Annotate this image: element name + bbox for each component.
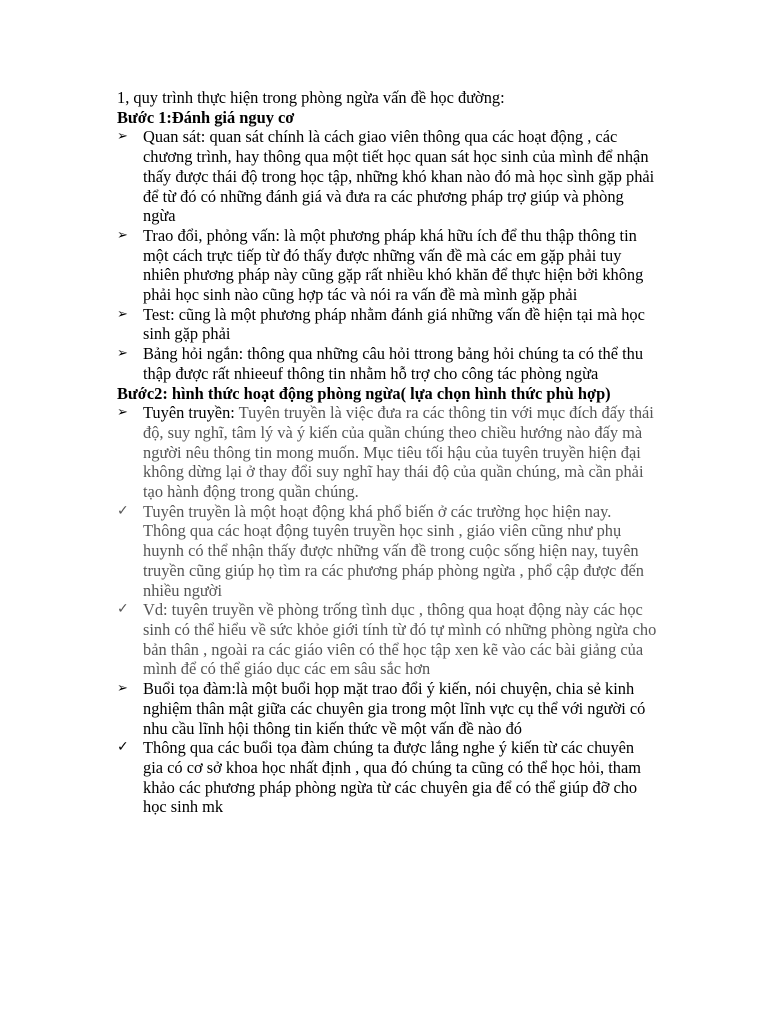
document-body bbox=[117, 88, 657, 817]
list-item bbox=[117, 738, 657, 817]
list-item-text: Test: cũng là một phương pháp nhằm đánh giá những vấn đề hiện tại mà học sinh gặp phải bbox=[143, 304, 645, 344]
list-item-lead: Tuyên truyền: bbox=[143, 403, 235, 423]
list-item bbox=[117, 679, 657, 738]
checkmark-bullet-icon: ✓ bbox=[117, 502, 129, 519]
arrow-bullet-icon: ➢ bbox=[117, 681, 128, 697]
list-item bbox=[117, 600, 657, 679]
list-item-text: Tuyên truyền là một hoạt động khá phổ biến ở các trường học hiện nay. Thông qua các hoạt động tuyên truyền học sinh , giáo viên cũng như phụ huynh có thể nhận thấy được những vấn đề trong cuộc sống hiện nay, tuyên truyền cũng giúp họ tìm ra các phương pháp phòng ngừa , phổ cập được đến nhiều người bbox=[143, 501, 644, 600]
checkmark-bullet-icon: ✓ bbox=[117, 601, 129, 618]
arrow-bullet-icon: ➢ bbox=[117, 227, 128, 243]
step1-title: Bước 1:Đánh giá nguy cơ bbox=[117, 107, 295, 127]
arrow-bullet-icon: ➢ bbox=[117, 129, 128, 145]
checkmark-bullet-icon: ✓ bbox=[117, 739, 129, 756]
list-item bbox=[117, 403, 657, 502]
list-item bbox=[117, 502, 657, 601]
arrow-bullet-icon: ➢ bbox=[117, 405, 128, 421]
list-item-text: Buổi tọa đàm:là một buổi họp mặt trao đổi ý kiến, nói chuyện, chia sẻ kinh nghiệm thân mật giữa các chuyên gia trong một lĩnh vực cụ thể với người có nhu cầu lĩnh hội thông tin kiến thức về một vấn đề nào đó bbox=[143, 679, 646, 738]
list-item-text: Bảng hỏi ngắn: thông qua những câu hỏi ttrong bảng hỏi chúng ta có thể thu thập được rất nhieeuf thông tin nhằm hỗ trợ cho công tác phòng ngừa bbox=[143, 344, 644, 383]
list-item bbox=[117, 127, 657, 226]
list-item-text: Thông qua các buổi tọa đàm chúng ta được lắng nghe ý kiến từ các chuyên gia có cơ sở khoa học nhất định , qua đó chúng ta cũng có thể học hỏi, tham khảo các phương pháp phòng ngừa từ các chuyên gia để có thể giúp đỡ cho học sinh mk bbox=[143, 738, 642, 817]
list-item-text: Tuyên truyền là việc đưa ra các thông tin với mục đích đấy thái độ, suy nghĩ, tâm lý và ý kiến của quần chúng theo chiều hướng nào đấy mà người nêu thông tin mong muốn. Mục tiêu tối hậu của tuyên truyền hiện đại không dừng lại ở thay đổi suy nghĩ hay thái độ của quần chúng, mà cần phải tạo hành động trong quần chúng. bbox=[143, 403, 654, 502]
list-item-text: Vd: tuyên truyền về phòng trống tình dục , thông qua hoạt động này các học sinh có thể hiểu về sức khỏe giới tính từ đó tự mình có những phòng ngừa cho bản thân , ngoài ra các giáo viên có thể học tập xen kẽ vào các bài giảng của mình để có thể giáo dục các em sâu sắc hơn bbox=[143, 600, 657, 679]
list-item-text: Trao đổi, phỏng vấn: là một phương pháp khá hữu ích để thu thập thông tin một cách trực tiếp từ đó thấy được những vấn đề mà các em gặp phải tuy nhiên phương pháp này cũng gặp rất nhiều khó khăn để thực hiện bởi không phải học sinh nào cũng hợp tác và nói ra vấn đề mà mình gặp phải bbox=[143, 225, 644, 305]
document-heading: 1, quy trình thực hiện trong phòng ngừa vấn đề học đường: bbox=[117, 88, 505, 107]
list-item bbox=[117, 305, 657, 344]
step2-title: Bước2: hình thức hoạt động phòng ngừa( lựa chọn hình thức phù hợp) bbox=[117, 383, 611, 403]
arrow-bullet-icon: ➢ bbox=[117, 306, 128, 322]
list-item-text: Quan sát: quan sát chính là cách giao viên thông qua các hoạt động , các chương trình, hay thông qua một tiết học quan sát học sinh của mình để nhận thấy được thái độ trong học tập, những khó khan nào đó mà học sình gặp phải để từ đó có những đánh giá và đưa ra các phương pháp trợ giúp và phòng ngừa bbox=[143, 127, 655, 226]
list-item bbox=[117, 226, 657, 305]
arrow-bullet-icon: ➢ bbox=[117, 346, 128, 362]
list-item bbox=[117, 344, 657, 383]
